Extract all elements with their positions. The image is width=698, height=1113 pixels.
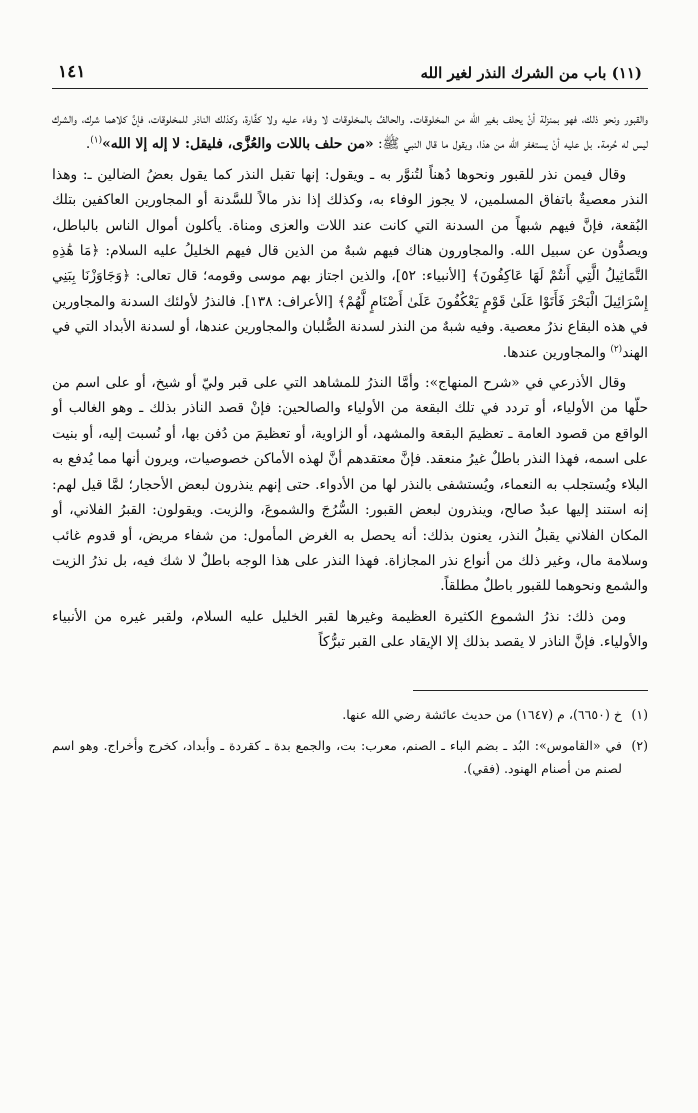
footnote-1: [52, 703, 648, 726]
paragraph-text: وقال الأذرعي في «شرح المنهاج»: وأمَّا النذرُ للمشاهد التي على قبر وليّ أو شيخ، أو على اسم من حلّها من الأولياء، أو تردد في تلك البقعة من الأولياء والصالحين: فإنْ قصد الناذر بذلك ـ وهو الغالب أو الواقع من قصود العامة ـ تعظيمَ البقعة والمشهد، أو الزاوية، أو تعظيمَ من دُفن بها، أو نُسبت إليه، أو بنيت على اسمه، فهذا النذر باطلٌ غيرُ منعقد. فإنَّ معتقدهم أنَّ لهذه الأماكن خصوصيات، ويرون أنها مما يُدفع به البلاء ويُستجلب به النعماء، ويُستشفى بالنذر لها من الأدواء. حتى إنهم ينذرون لبعض الأحجار؛ لمَّا قيل لهم: إنه استند إليها عبدٌ صالح، وينذرون لبعض القبور: السُّرُجَ والشموعَ، والزيت. ويقولون: القبرُ الفلاني، أو المكان الفلاني يقبلُ النذر، يعنون بذلك: أنه يحصل به الغرض المأمول: من شفاء مريض، أو قدوم غائب وسلامة مال، وغير ذلك من أنواع نذر المجازاة. فهذا النذر على هذا الوجه باطلٌ لا شك فيه، بل نذرُ الزيت والشمع ونحوهما للقبور باطلٌ مطلقاً.: [52, 375, 648, 595]
running-head: [52, 62, 648, 88]
header-rule: [52, 88, 648, 89]
hadith-quote: «من حلف باللات والعُزَّى، فليقل: لا إله إلا الله»: [102, 136, 374, 153]
paragraph-tail: .: [85, 136, 91, 153]
paragraph-tail: والمجاورين عندها.: [502, 344, 611, 361]
paragraph-text: ومن ذلك: نذرُ الشموع الكثيرة العظيمة وغيرها لقبر الخليل عليه السلام، ولقبر غيره من الأنبياء والأولياء. فإنَّ الناذر لا يقصد بذلك إلا الإيقاد على القبر تبرُّكاً: [52, 608, 648, 651]
footnote-mark: (٢): [631, 737, 648, 753]
footnote-text: خ (٦٦٥٠)، م (١٦٤٧) من حديث عائشة رضي الله عنها.: [342, 706, 622, 722]
chapter-title: (١١) باب من الشرك النذر لغير الله: [420, 64, 642, 82]
main-text: [52, 107, 648, 656]
paragraph-text: وقال فيمن نذر للقبور ونحوها دُهناً لتُنوَّر به ـ ويقول: إنها تقبل النذر كما يقول بعضُ الضالين ـ: وهذا النذر معصيةٌ باتفاق المسلمين، لا يجوز الوفاء به، وكذلك إذا نذر مالاً للسَّدنة أو المجاورين العاكفين بتلك البُقعة، فإنَّ فيهم شبهاً من السدنة التي كانت عند اللات والعزى ومناة. يأكلون أموال الناس بالباطل، ويصدُّون عن سبيل الله. والمجاورون هناك فيهم شبهٌ من الذين قال فيهم الخليلُ عليه السلام: ﴿مَا هَٰذِهِ التَّمَاثِيلُ الَّتِي أَنتُمْ لَهَا عَاكِفُونَ﴾ [الأنبياء: ٥٢]، والذين اجتاز بهم موسى وقومه؛ قال تعالى: ﴿وَجَاوَزْنَا بِبَنِي إِسْرَائِيلَ الْبَحْرَ فَأَتَوْا عَلَىٰ قَوْمٍ يَعْكُفُونَ عَلَىٰ أَصْنَامٍ لَّهُمْ﴾ [الأعراف: ١٣٨]. فالنذرُ لأولئك السدنة والمجاورين في هذه البقاع نذرُ معصية. وفيه شبهٌ من النذر لسدنة الصُّلبان والمجاورين عندها، أو لسدنة الأبداد التي في الهند: [52, 166, 648, 361]
paragraph-3: [52, 371, 648, 600]
paragraph-text: والقبور ونحو ذلك، فهو بمنزلة أنْ يحلف بغير الله من المخلوقات. والحالفُ بالمخلوقات لا وفاء عليه ولا كفَّارة، وكذلك الناذر للمخلوقات، فإنَّ كلاهما شرك، والشرك ليس له حُرمة. بل عليه أنْ يستغفر الله من هذا، ويقول ما قال النبي ﷺ:: [52, 111, 648, 153]
footnote-ref: (١): [90, 135, 103, 146]
footnote-rule: [413, 690, 648, 691]
footnote-ref: (٢): [610, 344, 623, 355]
paragraph-4: [52, 605, 648, 656]
footnote-mark: (١): [631, 706, 648, 722]
footnote-2: [52, 734, 648, 780]
page-number: ١٤١: [58, 62, 86, 82]
footnote-text: في «القاموس»: البُد ـ بضم الباء ـ الصنم، معرب: بت، والجمع بدة ـ كقردة ـ وأبداد، كخرج وأخراج. وهو اسم لصنم من أصنام الهنود. (فقي).: [52, 737, 622, 776]
paragraph-1: [52, 107, 648, 158]
paragraph-2: [52, 163, 648, 366]
footnotes: [52, 703, 648, 780]
